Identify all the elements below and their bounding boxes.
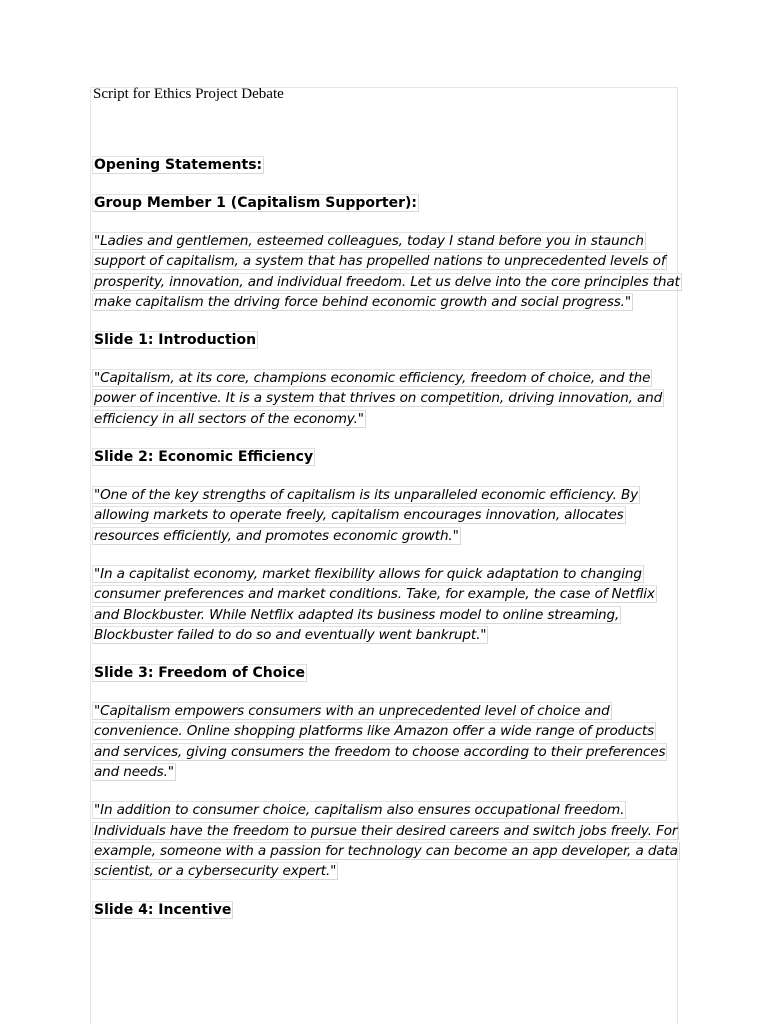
paragraph-slide-2b: "In a capitalist economy, market flexibility allows for quick adaptation to changing consumer preferences and market conditions. Take, for example, the case of Netflix and Blockbuster. While Netflix adapted its business model to online streaming, Blockbuster failed to do so and eventually went bankrupt." xyxy=(94,565,655,643)
paragraph-slide-3a: "Capitalism empowers consumers with an unprecedented level of choice and convenience. Online shopping platforms like Amazon offer a wide range of products and services, giving consumers the freedom to choose according to their preferences and needs." xyxy=(94,703,666,781)
document-title: Script for Ethics Project Debate xyxy=(93,86,284,102)
paragraph-slide-2a: "One of the key strengths of capitalism is its unparalleled economic efficiency. By allowing markets to operate freely, capitalism encourages innovation, allocates resources efficiently, and promotes economic growth." xyxy=(94,487,639,544)
heading-slide-2: Slide 2: Economic Efficiency xyxy=(94,449,314,466)
heading-group-member-1: Group Member 1 (Capitalism Supporter): xyxy=(94,195,417,211)
document-body xyxy=(92,155,678,938)
paragraph-slide-1: "Capitalism, at its core, champions economic efficiency, freedom of choice, and the power of incentive. It is a system that thrives on competition, driving innovation, and efficiency in all sectors of the economy." xyxy=(94,370,663,427)
heading-slide-4: Slide 4: Incentive xyxy=(94,901,232,918)
paragraph-opening-quote: "Ladies and gentlemen, esteemed colleagues, today I stand before you in staunch support of capitalism, a system that has propelled nations to unprecedented levels of prosperity, innovation, and individual freedom. Let us delve into the core principles that make capitalism the driving force behind economic growth and social progress." xyxy=(94,233,680,310)
heading-opening-statements: Opening Statements: xyxy=(94,157,263,173)
heading-slide-1: Slide 1: Introduction xyxy=(94,332,257,349)
heading-slide-3: Slide 3: Freedom of Choice xyxy=(94,665,305,682)
paragraph-slide-3b: "In addition to consumer choice, capitalism also ensures occupational freedom. Individuals have the freedom to pursue their desired careers and switch jobs freely. For example, someone with a passion for technology can become an app developer, a data scientist, or a cybersecurity expert." xyxy=(94,802,678,880)
